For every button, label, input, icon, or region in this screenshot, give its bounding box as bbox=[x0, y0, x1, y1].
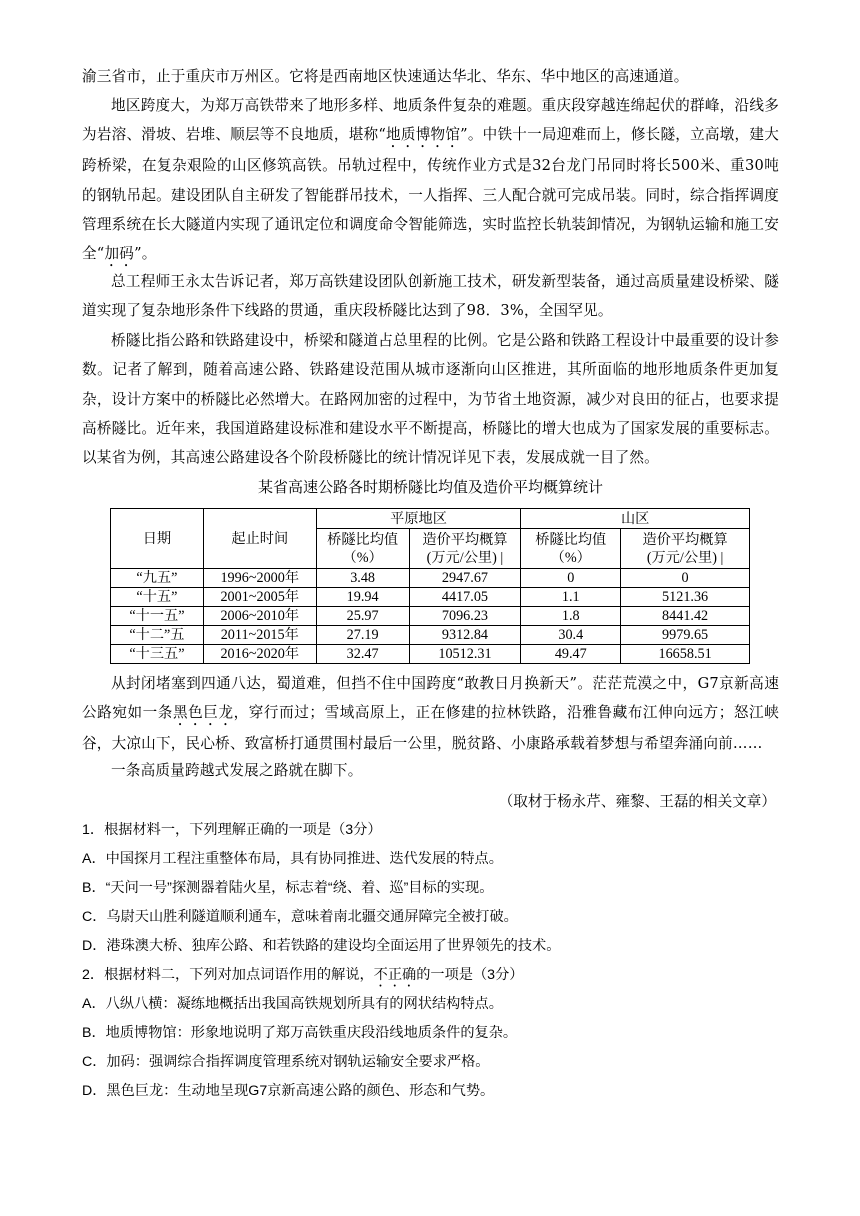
paragraph-text: 地区跨度大，为郑万高铁带来了地形多样、地质条件复杂的难题。重庆段穿越连绵起伏的群峰，沿线多为岩溶、滑坡、岩堆、顺层等不良地质，堪称“ bbox=[82, 97, 779, 144]
cell-plain-cost: 4417.05 bbox=[409, 588, 521, 607]
cell-period: “十三五” bbox=[111, 645, 204, 664]
paragraph-text: ，穿行而过；雪域高原上，正在修建的拉林铁路，沿雅鲁藏布江伸向远方；怒江峡谷，大凉山下，民心桥、致富桥打通贯围村最后一公里，脱贫路、小康路承载着梦想与希望奔涌向前…… bbox=[82, 704, 779, 753]
paragraph-text: ”。 bbox=[134, 245, 157, 263]
question-stem-text: 2．根据材料二，下列对加点词语作用的解说， bbox=[82, 967, 374, 983]
cell-period: “十一五” bbox=[111, 607, 204, 626]
table-caption: 某省高速公路各时期桥隧比均值及造价平均概算统计 bbox=[257, 480, 603, 496]
cell-mountain-ratio: 0 bbox=[521, 569, 621, 588]
cell-mountain-cost: 5121.36 bbox=[621, 588, 750, 607]
cell-plain-cost: 7096.23 bbox=[409, 607, 521, 626]
question-1-option-a: A．中国探月工程注重整体布局，具有协同推进、迭代发展的特点。 bbox=[82, 851, 503, 867]
question-stem-text: 的一项是（3分） bbox=[416, 967, 524, 983]
question-1-stem: 1．根据材料一，下列理解正确的一项是（3分） bbox=[82, 822, 382, 838]
question-1-option-d: D．港珠澳大桥、独库公路、和若铁路的建设均全面运用了世界领先的技术。 bbox=[82, 938, 561, 954]
paragraph-text: ”。中铁十一局迎难而上，修长隧，立高墩，建大跨桥梁，在复杂艰险的山区修筑高铁。吊轨过程中，传统作业方式是32台龙门吊同时将长500米、重30吨的钢轨吊起。建设团队自主研发了智能群吊技术，一人指挥、三人配合就可完成吊装。同时，综合指挥调度管理系统在长大隧道内实现了通讯定位和调度命令智能筛选，实时监控长轨装卸情况，为钢轨运输和施工安全“ bbox=[82, 126, 779, 263]
cell-range: 2006~2010年 bbox=[203, 607, 316, 626]
material-paragraph-0: 渝三省市，止于重庆市万州区。它将是西南地区快速通达华北、华东、华中地区的高速通道。 bbox=[82, 68, 689, 85]
cell-plain-ratio: 3.48 bbox=[316, 569, 409, 588]
material-paragraph-5: 一条高质量跨越式发展之路就在脚下。 bbox=[111, 762, 363, 779]
header-mountain-ratio bbox=[521, 529, 621, 569]
question-2-option-b: B．地质博物馆：形象地说明了郑万高铁重庆段沿线地质条件的复杂。 bbox=[82, 1025, 518, 1041]
table-row bbox=[111, 588, 750, 607]
table-row bbox=[111, 645, 750, 664]
header-line: (万元/公里) | bbox=[646, 549, 724, 566]
statistics-table bbox=[110, 508, 750, 664]
question-1-option-c: C．乌尉天山胜利隧道顺利通车，意味着南北疆交通屏障完全被打破。 bbox=[82, 909, 518, 925]
table-row bbox=[111, 607, 750, 626]
cell-plain-ratio: 27.19 bbox=[316, 626, 409, 645]
material-paragraph-1 bbox=[82, 91, 779, 270]
cell-plain-ratio: 25.97 bbox=[316, 607, 409, 626]
cell-plain-ratio: 19.94 bbox=[316, 588, 409, 607]
cell-period: “十五” bbox=[111, 588, 204, 607]
dotted-word-incorrect: 不正确 bbox=[373, 967, 417, 983]
header-period: 日期 bbox=[111, 509, 204, 569]
cell-period: “十二”五 bbox=[111, 626, 204, 645]
question-2-option-a: A．八纵八横：凝练地概括出我国高铁规划所具有的网状结构特点。 bbox=[82, 996, 503, 1012]
cell-mountain-ratio: 1.1 bbox=[521, 588, 621, 607]
header-line: (万元/公里) | bbox=[426, 549, 504, 566]
header-line: （%） bbox=[550, 549, 591, 566]
table-row bbox=[111, 626, 750, 645]
header-plain-cost bbox=[409, 529, 521, 569]
paragraph-text: 从封闭堵塞到四通八达，蜀道难，但挡不住中国跨度“敢教日月换新天”。茫茫荒漠之中，G7京新高速公路宛如一条 bbox=[82, 675, 779, 722]
header-line: （%） bbox=[342, 549, 383, 566]
cell-mountain-cost: 8441.42 bbox=[621, 607, 750, 626]
dotted-term-geology-museum: 地质博物馆 bbox=[386, 126, 461, 144]
material-paragraph-3: 桥隧比指公路和铁路建设中，桥梁和隧道占总里程的比例。它是公路和铁路工程设计中最重要的设计参数。记者了解到，随着高速公路、铁路建设范围从城市逐渐向山区推进，其所面临的地形地质条件更加复杂，设计方案中的桥隧比必然增大。在路网加密的过程中，为节省土地资源，减少对良田的征占，也要求提高桥隧比。近年来，我国道路建设标准和建设水平不断提高，桥隧比的增大也成为了国家发展的重要标志。以某省为例，其高速公路建设各个阶段桥隧比的统计情况详见下表，发展成就一目了然。 bbox=[82, 332, 779, 467]
cell-mountain-cost: 16658.51 bbox=[621, 645, 750, 664]
cell-plain-cost: 2947.67 bbox=[409, 569, 521, 588]
cell-range: 2016~2020年 bbox=[203, 645, 316, 664]
header-mountain-cost bbox=[621, 529, 750, 569]
question-2-option-c: C．加码：强调综合指挥调度管理系统对钢轨运输安全要求严格。 bbox=[82, 1054, 490, 1070]
question-2-option-d: D．黑色巨龙：生动地呈现G7京新高速公路的颜色、形态和气势。 bbox=[82, 1083, 495, 1099]
header-line: 桥隧比均值 bbox=[327, 531, 399, 548]
material-paragraph-4 bbox=[82, 669, 779, 759]
cell-mountain-cost: 9979.65 bbox=[621, 626, 750, 645]
header-line: 造价平均概算 bbox=[422, 531, 508, 548]
cell-mountain-ratio: 49.47 bbox=[521, 645, 621, 664]
cell-range: 2011~2015年 bbox=[203, 626, 316, 645]
header-plain-ratio bbox=[316, 529, 409, 569]
cell-range: 2001~2005年 bbox=[203, 588, 316, 607]
question-1-option-b: B．“天问一号”探测器着陆火星，标志着“绕、着、巡”目标的实现。 bbox=[82, 880, 494, 896]
header-line: 桥隧比均值 bbox=[535, 531, 607, 548]
cell-mountain-cost: 0 bbox=[621, 569, 750, 588]
cell-plain-cost: 9312.84 bbox=[409, 626, 521, 645]
cell-period: “九五” bbox=[111, 569, 204, 588]
table-row bbox=[111, 569, 750, 588]
cell-plain-cost: 10512.31 bbox=[409, 645, 521, 664]
cell-range: 1996~2000年 bbox=[203, 569, 316, 588]
cell-mountain-ratio: 30.4 bbox=[521, 626, 621, 645]
material-paragraph-2: 总工程师王永太告诉记者，郑万高铁建设团队创新施工技术，研发新型装备，通过高质量建设桥梁、隧道实现了复杂地形条件下线路的贯通，重庆段桥隧比达到了98．3%，全国罕见。 bbox=[82, 273, 779, 320]
header-line: 造价平均概算 bbox=[642, 531, 728, 548]
header-range: 起止时间 bbox=[203, 509, 316, 569]
cell-plain-ratio: 32.47 bbox=[316, 645, 409, 664]
header-mountain: 山区 bbox=[521, 509, 750, 529]
question-2-stem bbox=[82, 964, 779, 990]
dotted-term-black-dragon: 黑色巨龙 bbox=[172, 704, 234, 722]
source-citation: （取材于杨永芹、雍黎、王磊的相关文章） bbox=[498, 794, 776, 810]
header-plain: 平原地区 bbox=[316, 509, 521, 529]
dotted-term-jiama: 加码 bbox=[104, 245, 135, 263]
cell-mountain-ratio: 1.8 bbox=[521, 607, 621, 626]
